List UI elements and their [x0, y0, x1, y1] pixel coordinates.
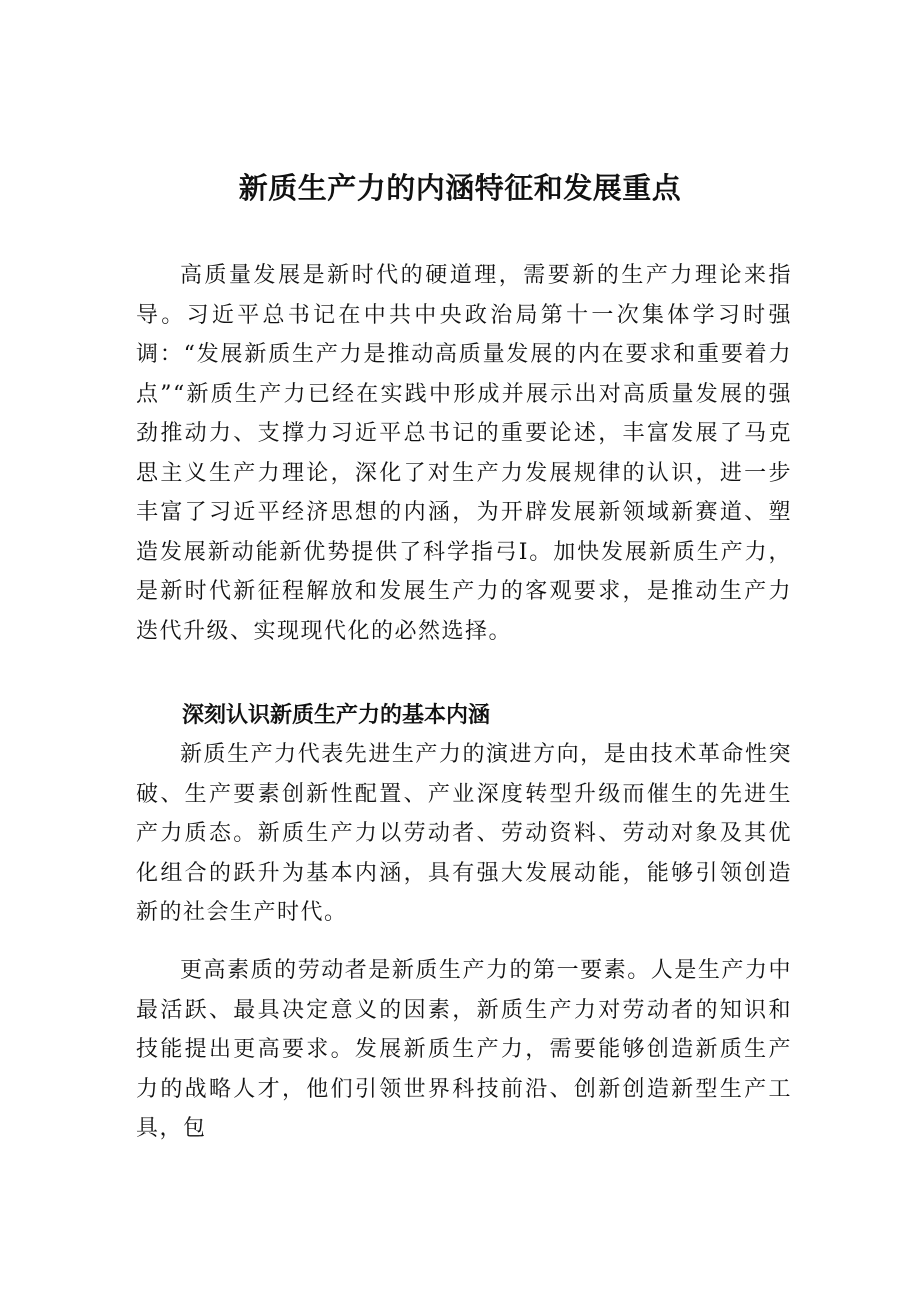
document-title: 新质生产力的内涵特征和发展重点 [238, 171, 682, 205]
connotation-paragraph: 新质生产力代表先进生产力的演进方向，是由技术革命性突破、生产要素创新性配置、产业深度转型升级而催生的先进生产力质态。新质生产力以劳动者、劳动资料、劳动对象及其优化组合的跃升为基本内涵，具有强大发展动能，能够引领创造新的社会生产时代。 [136, 742, 792, 925]
intro-paragraph: 高质量发展是新时代的硬道理，需要新的生产力理论来指导。习近平总书记在中共中央政治局第十一次集体学习时强调：“发展新质生产力是推动高质量发展的内在要求和重要着力点”“新质生产力已经在实践中形成并展示出对高质量发展的强劲推动力、支撑力习近平总书记的重要论述，丰富发展了马克思主义生产力理论，深化了对生产力发展规律的认识，进一步丰富了习近平经济思想的内涵，为开辟发展新领域新赛道、塑造发展新动能新优势提供了科学指弓I。加快发展新质生产力，是新时代新征程解放和发展生产力的客观要求，是推动生产力迭代升级、实现现代化的必然选择。 [136, 263, 792, 644]
section-heading: 深刻认识新质生产力的基本内涵 [182, 703, 491, 728]
workers-paragraph: 更高素质的劳动者是新质生产力的第一要素。人是生产力中最活跃、最具决定意义的因素，新质生产力对劳动者的知识和技能提出更高要求。发展新质生产力，需要能够创造新质生产力的战略人才，他们引领世界科技前沿、创新创造新型生产工具，包 [136, 958, 792, 1141]
